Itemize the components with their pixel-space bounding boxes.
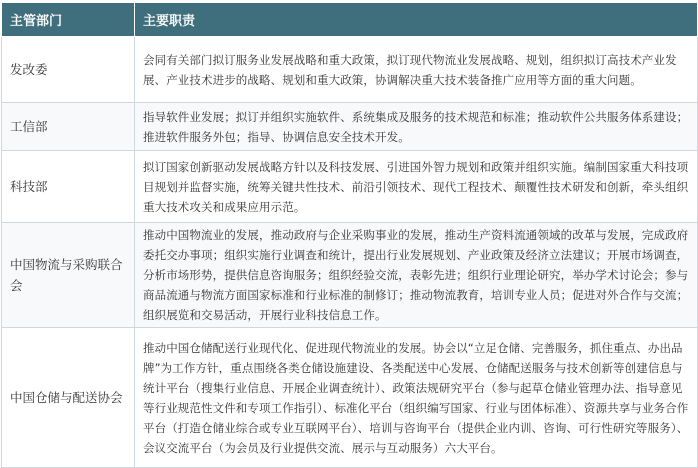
dept-cell: 工信部 [2, 103, 135, 151]
duty-cell: 拟订国家创新驱动发展战略方针以及科技发展、引进国外智力规划和政策并组织实施。编制国家重大科技项目规划并监督实施，统筹关键共性技术、前沿引领技术、现代工程技术、颠覆性技术研发和创新，牵头组织重大技术攻关和成果应用示范。 [135, 151, 698, 223]
duty-cell: 推动中国仓储配送行业现代化、促进现代物流业的发展。协会以“立足仓储、完善服务，抓住重点、办出品牌”为工作方针，重点围绕各类仓储设施建设、各类配送中心发展、仓储配送服务与技术创新等创建信息与统计平台（搜集行业信息、开展企业调查统计）、政策法规研究平台（参与起草仓储业管理办法、指导意见等行业规范性文件和专项工作指引）、标准化平台（组织编写国家、行业与团体标准）、资源共享与业务合作平台（打造仓储业综合或专业互联网平台）、培训与咨询平台（提供企业内训、咨询、可行性研究等服务）、会议交流平台（为会员及行业提供交流、展示与互动服务）六大平台。 [135, 328, 698, 468]
header-duty: 主要职责 [135, 3, 698, 37]
header-row [2, 3, 698, 37]
dept-cell: 科技部 [2, 151, 135, 223]
table-row [2, 103, 698, 151]
dept-cell: 中国仓储与配送协会 [2, 328, 135, 468]
duty-cell: 指导软件业发展；拟订并组织实施软件、系统集成及服务的技术规范和标准；推动软件公共服务体系建设；推进软件服务外包；指导、协调信息安全技术开发。 [135, 103, 698, 151]
dept-cell: 中国物流与采购联合会 [2, 223, 135, 328]
table-row [2, 328, 698, 468]
duty-cell: 推动中国物流业的发展，推动政府与企业采购事业的发展，推动生产资料流通领域的改革与发展，完成政府委托交办事项；组织实施行业调查和统计，提出行业发展规划、产业政策及经济立法建议；开展市场调查，分析市场形势，提供信息咨询服务；组织经验交流，表彰先进；组织行业理论研究，举办学术讨论会；参与商品流通与物流方面国家标准和行业标准的制修订；推动物流教育，培训专业人员；促进对外合作与交流；组织展览和交易活动，开展行业科技信息工作。 [135, 223, 698, 328]
table-row [2, 151, 698, 223]
table-row [2, 37, 698, 103]
duty-cell: 会同有关部门拟订服务业发展战略和重大政策，拟订现代物流业发展战略、规划，组织拟订高技术产业发展、产业技术进步的战略、规划和重大政策，协调解决重大技术装备推广应用等方面的重大问题。 [135, 37, 698, 103]
responsibility-table [1, 2, 698, 468]
table-row [2, 223, 698, 328]
dept-cell: 发改委 [2, 37, 135, 103]
header-dept: 主管部门 [2, 3, 135, 37]
